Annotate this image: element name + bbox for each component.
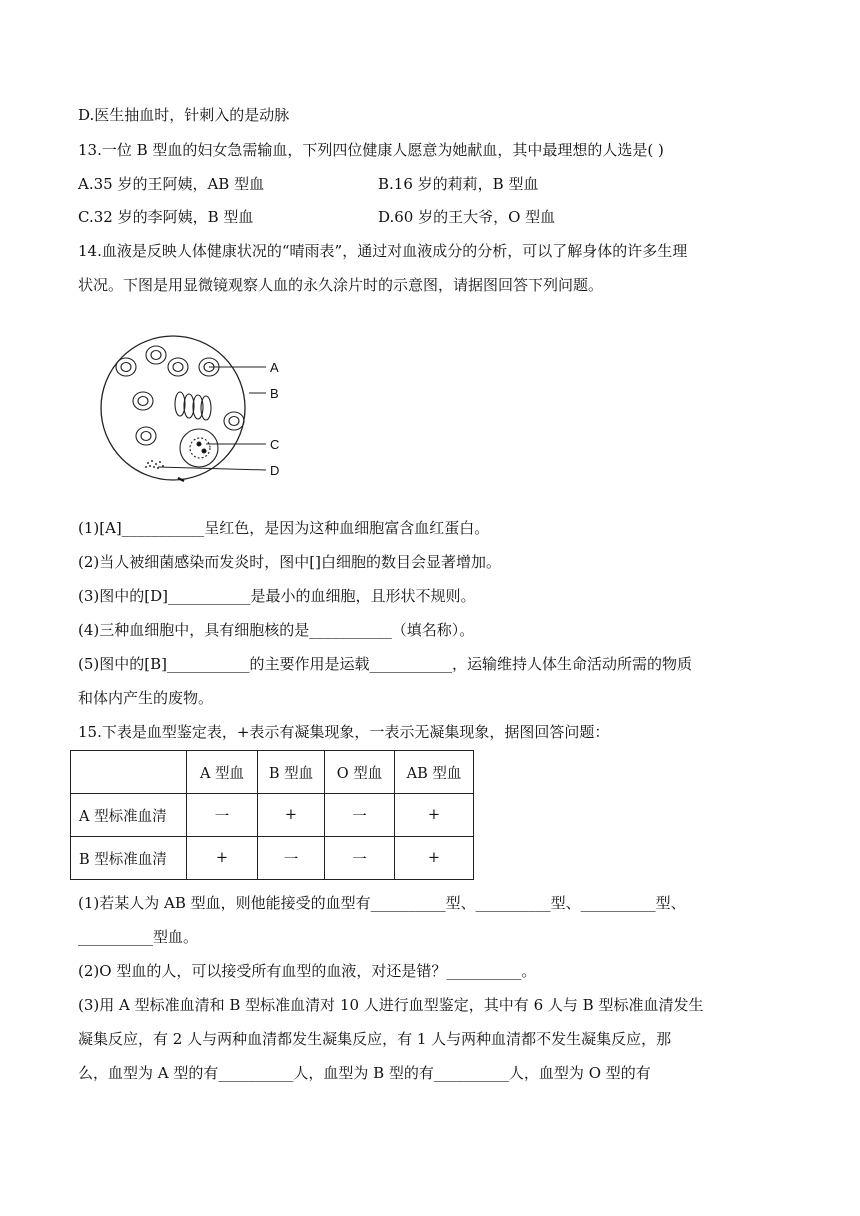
table-cell: 一 [258, 837, 325, 880]
q13-option-a: A.35 岁的王阿姨，AB 型血 [78, 175, 265, 193]
table-corner-cell [71, 751, 187, 794]
table-row [71, 837, 474, 880]
q13-option-b: B.16 岁的莉莉，B 型血 [378, 175, 539, 193]
table-cell: + [258, 794, 325, 837]
q15-part3-line1: (3)用 A 型标准血清和 B 型标准血清对 10 人进行血型鉴定，其中有 6 人与 B 型标准血清发生 [78, 996, 704, 1014]
q13-stem: 13.一位 B 型血的妇女急需输血，下列四位健康人愿意为她献血，其中最理想的人选是( ) [78, 141, 664, 159]
table-header-cell: O 型血 [325, 751, 395, 794]
label-b: B [270, 386, 279, 401]
q14-stem-line1: 14.血液是反映人体健康状况的“晴雨表”，通过对血液成分的分析，可以了解身体的许多生理 [78, 242, 688, 260]
table-row [71, 794, 474, 837]
platelets [145, 460, 184, 481]
table-cell: 一 [325, 794, 395, 837]
table-cell: + [395, 794, 474, 837]
q15-part1-line2: __________型血。 [78, 928, 199, 946]
q14-part1: (1)[A]___________呈红色，是因为这种血细胞富含血红蛋白。 [78, 519, 490, 537]
q14-part5-line1: (5)图中的[B]___________的主要作用是运载___________，运输维持人体生命活动所需的物质 [78, 655, 692, 673]
table-cell: + [395, 837, 474, 880]
q13-option-d: D.60 岁的王大爷，O 型血 [378, 208, 556, 226]
table-cell: + [187, 837, 258, 880]
leader-lines [158, 367, 266, 470]
table-header-row [71, 751, 474, 794]
table-header-cell: B 型血 [258, 751, 325, 794]
q14-stem-line2: 状况。下图是用显微镜观察人血的永久涂片时的示意图，请据图回答下列问题。 [78, 276, 604, 294]
label-c: C [270, 437, 280, 452]
q15-part3-line3: 么，血型为 A 型的有__________人，血型为 B 型的有__________人，血型为 O 型的有 [78, 1064, 651, 1082]
q14-part5-line2: 和体内产生的废物。 [78, 689, 214, 707]
q14-part4: (4)三种血细胞中，具有细胞核的是___________（填名称）。 [78, 621, 475, 639]
q14-part3: (3)图中的[D]___________是最小的血细胞，且形状不规则。 [78, 587, 476, 605]
white-blood-cell [180, 429, 218, 467]
table-cell: 一 [187, 794, 258, 837]
red-blood-cells [116, 346, 244, 445]
q13-option-c: C.32 岁的李阿姨，B 型血 [78, 208, 254, 226]
label-a: A [270, 360, 279, 375]
microscope-view-circle [101, 336, 245, 480]
table-header-cell: A 型血 [187, 751, 258, 794]
q15-stem: 15.下表是血型鉴定表，+表示有凝集现象，一表示无凝集现象，据图回答问题： [78, 723, 610, 741]
q14-part2: (2)当人被细菌感染而发炎时，图中[]白细胞的数目会显著增加。 [78, 553, 501, 571]
q15-part2: (2)O 型血的人，可以接受所有血型的血液，对还是错？__________。 [78, 962, 537, 980]
table-row-label: A 型标准血清 [71, 794, 187, 837]
table-cell: 一 [325, 837, 395, 880]
label-d: D [270, 463, 280, 478]
table-header-cell: AB 型血 [395, 751, 474, 794]
q12-option-d: D.医生抽血时，针刺入的是动脉 [78, 106, 290, 124]
blood-smear-figure [96, 330, 296, 490]
table-row-label: B 型标准血清 [71, 837, 187, 880]
q15-part3-line2: 凝集反应，有 2 人与两种血清都发生凝集反应，有 1 人与两种血清都不发生凝集反应，那 [78, 1030, 672, 1048]
blood-type-table [70, 750, 474, 880]
q15-part1-line1: (1)若某人为 AB 型血，则他能接受的血型有__________型、__________型、__________型、 [78, 894, 686, 912]
